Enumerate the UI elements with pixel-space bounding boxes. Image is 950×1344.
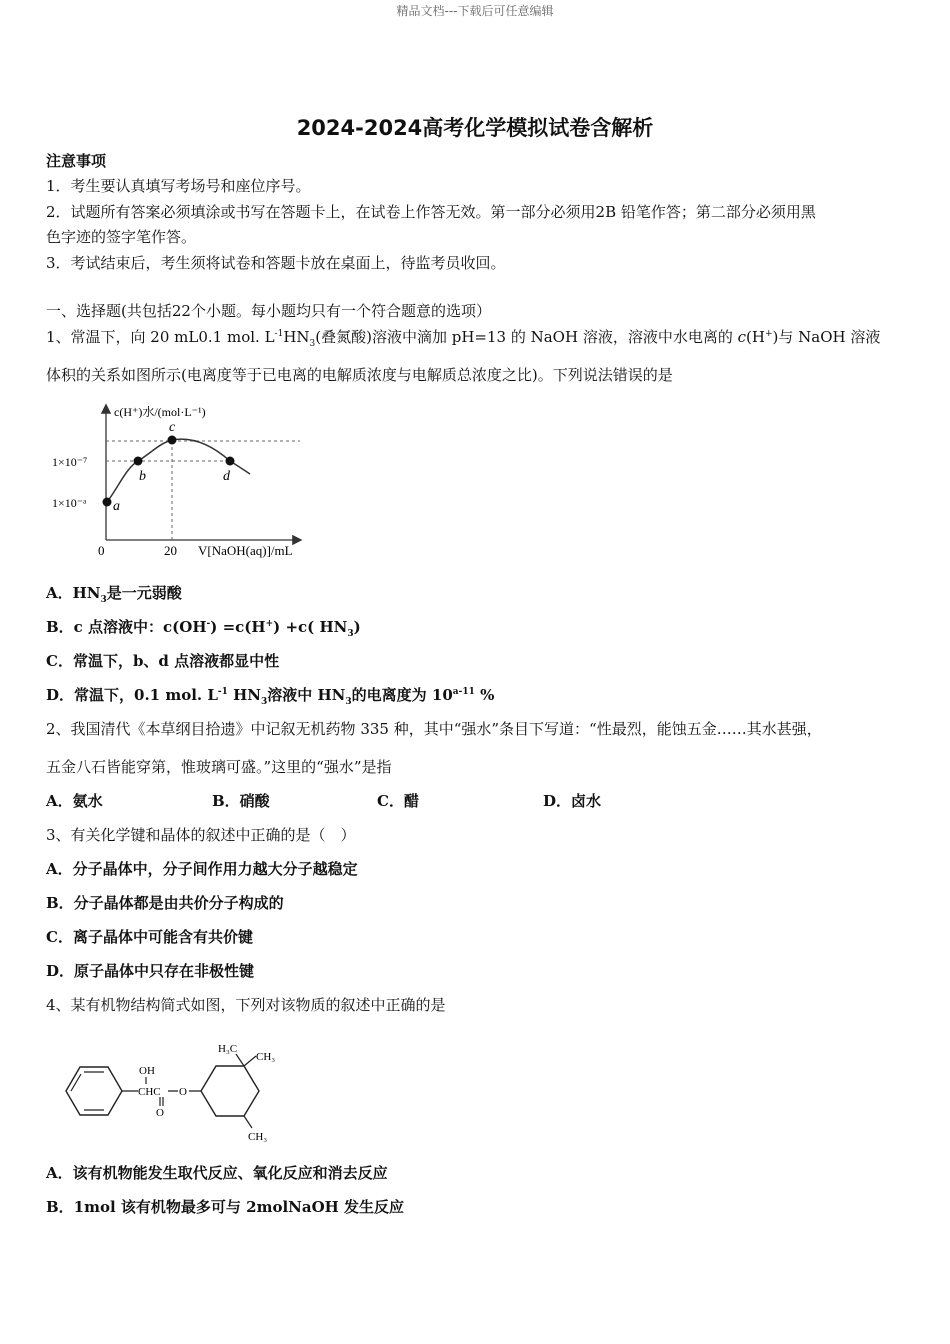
q4-stem: 4、某有机物结构简式如图，下列对该物质的叙述中正确的是 [46, 996, 446, 1014]
notice-heading: 注意事项 [46, 152, 107, 170]
q3-option-b: B．分子晶体都是由共价分子构成的 [46, 894, 284, 912]
q2-option-c: C．醋 [377, 792, 419, 810]
q1-stem-line2: 体积的关系如图所示(电离度等于已电离的电解质浓度与电解质总浓度之比)。下列说法错误的是 [46, 366, 673, 384]
q1-option-b: B．c 点溶液中：c(OH-) =c(H+) +c( $HN_3$) [46, 618, 361, 639]
q2-option-d: D．卤水 [543, 792, 602, 810]
q3-stem: 3、有关化学键和晶体的叙述中正确的是（ ） [46, 826, 356, 844]
point-d [226, 457, 235, 466]
ch3-c-label: CH₃ [248, 1131, 268, 1143]
q1-option-c: C．常温下，b、d 点溶液都显中性 [46, 652, 280, 670]
x-axis-label: V[NaOH(aq)]/mL [198, 543, 293, 558]
q3-option-d: D．原子晶体中只存在非极性键 [46, 962, 255, 980]
benzene-ring [66, 1067, 122, 1115]
q2-stem: 2、我国清代《本草纲目拾遗》中记叙无机药物 335 种，其中“强水”条目下写道：“性最烈，能蚀五金……其水甚强， [46, 720, 822, 738]
section-heading: 一、选择题(共包括22个小题。每小题均只有一个符合题意的选项） [46, 302, 491, 320]
notice-item: 1．考生要认真填写考场号和座位序号。 [46, 177, 311, 195]
chc-label: CHC [138, 1086, 161, 1098]
label-d: d [223, 469, 230, 484]
x-tick: 20 [164, 543, 177, 558]
q3-option-c: C．离子晶体中可能含有共价键 [46, 928, 253, 946]
q4-structure [56, 1036, 306, 1146]
page-title: 2024-2024高考化学模拟试卷含解析 [296, 116, 654, 140]
point-b [134, 457, 143, 466]
label-c: c [169, 420, 176, 435]
y-tick: 1×10⁻ᵃ [52, 496, 87, 510]
point-a [103, 498, 112, 507]
y-tick: 1×10⁻⁷ [52, 455, 88, 469]
cyclohexane-ring [201, 1066, 259, 1116]
q2-option-b: B．硝酸 [212, 792, 270, 810]
o-ester-label: O [179, 1086, 187, 1098]
notice-item: 色字迹的签字笔作答。 [46, 228, 197, 246]
y-axis-label: c(H⁺)水/(mol·L⁻¹) [114, 405, 206, 419]
x-tick: 0 [98, 543, 105, 558]
oh-label: OH [139, 1065, 155, 1077]
ch3-a-label: H₃C [218, 1043, 238, 1055]
notice-item: 2．试题所有答案必须填涂或书写在答题卡上，在试卷上作答无效。第一部分必须用2B 铅笔作答；第二部分必须用黑 [46, 203, 816, 221]
q1-stem: 1、常温下，向 20 mL0.1 mol. $L^{-1}HN_3$(叠氮酸)溶液中滴加 pH=13 的 NaOH 溶液，溶液中水电离的 c(H+)与 NaOH 溶液 [46, 328, 881, 349]
q1-option-d: D．常温下，0.1 mol. $L^{-1}$ $HN_3$溶液中 $HN_3$的电离度为 10$^{a-11}$ % [46, 686, 495, 707]
point-c [168, 436, 177, 445]
q1-option-a: A．$HN_3$是一元弱酸 [46, 584, 182, 605]
q4-option-a: A．该有机物能发生取代反应、氧化反应和消去反应 [46, 1164, 388, 1182]
q2-option-a: A．氨水 [46, 792, 103, 810]
q3-option-a: A．分子晶体中，分子间作用力越大分子越稳定 [46, 860, 358, 878]
ch3-b-label: CH₃ [256, 1051, 276, 1063]
watermark: 精品文档---下载后可任意编辑 [396, 4, 554, 18]
label-b: b [139, 469, 146, 484]
o-carbonyl-label: O [156, 1107, 164, 1119]
label-a: a [113, 499, 120, 514]
q4-option-b: B．1mol 该有机物最多可与 2molNaOH 发生反应 [46, 1198, 405, 1216]
notice-item: 3．考试结束后，考生须将试卷和答题卡放在桌面上，待监考员收回。 [46, 254, 506, 272]
q1-chart [48, 398, 338, 566]
q2-stem-line2: 五金八石皆能穿第，惟玻璃可盛。”这里的“强水”是指 [46, 758, 392, 776]
